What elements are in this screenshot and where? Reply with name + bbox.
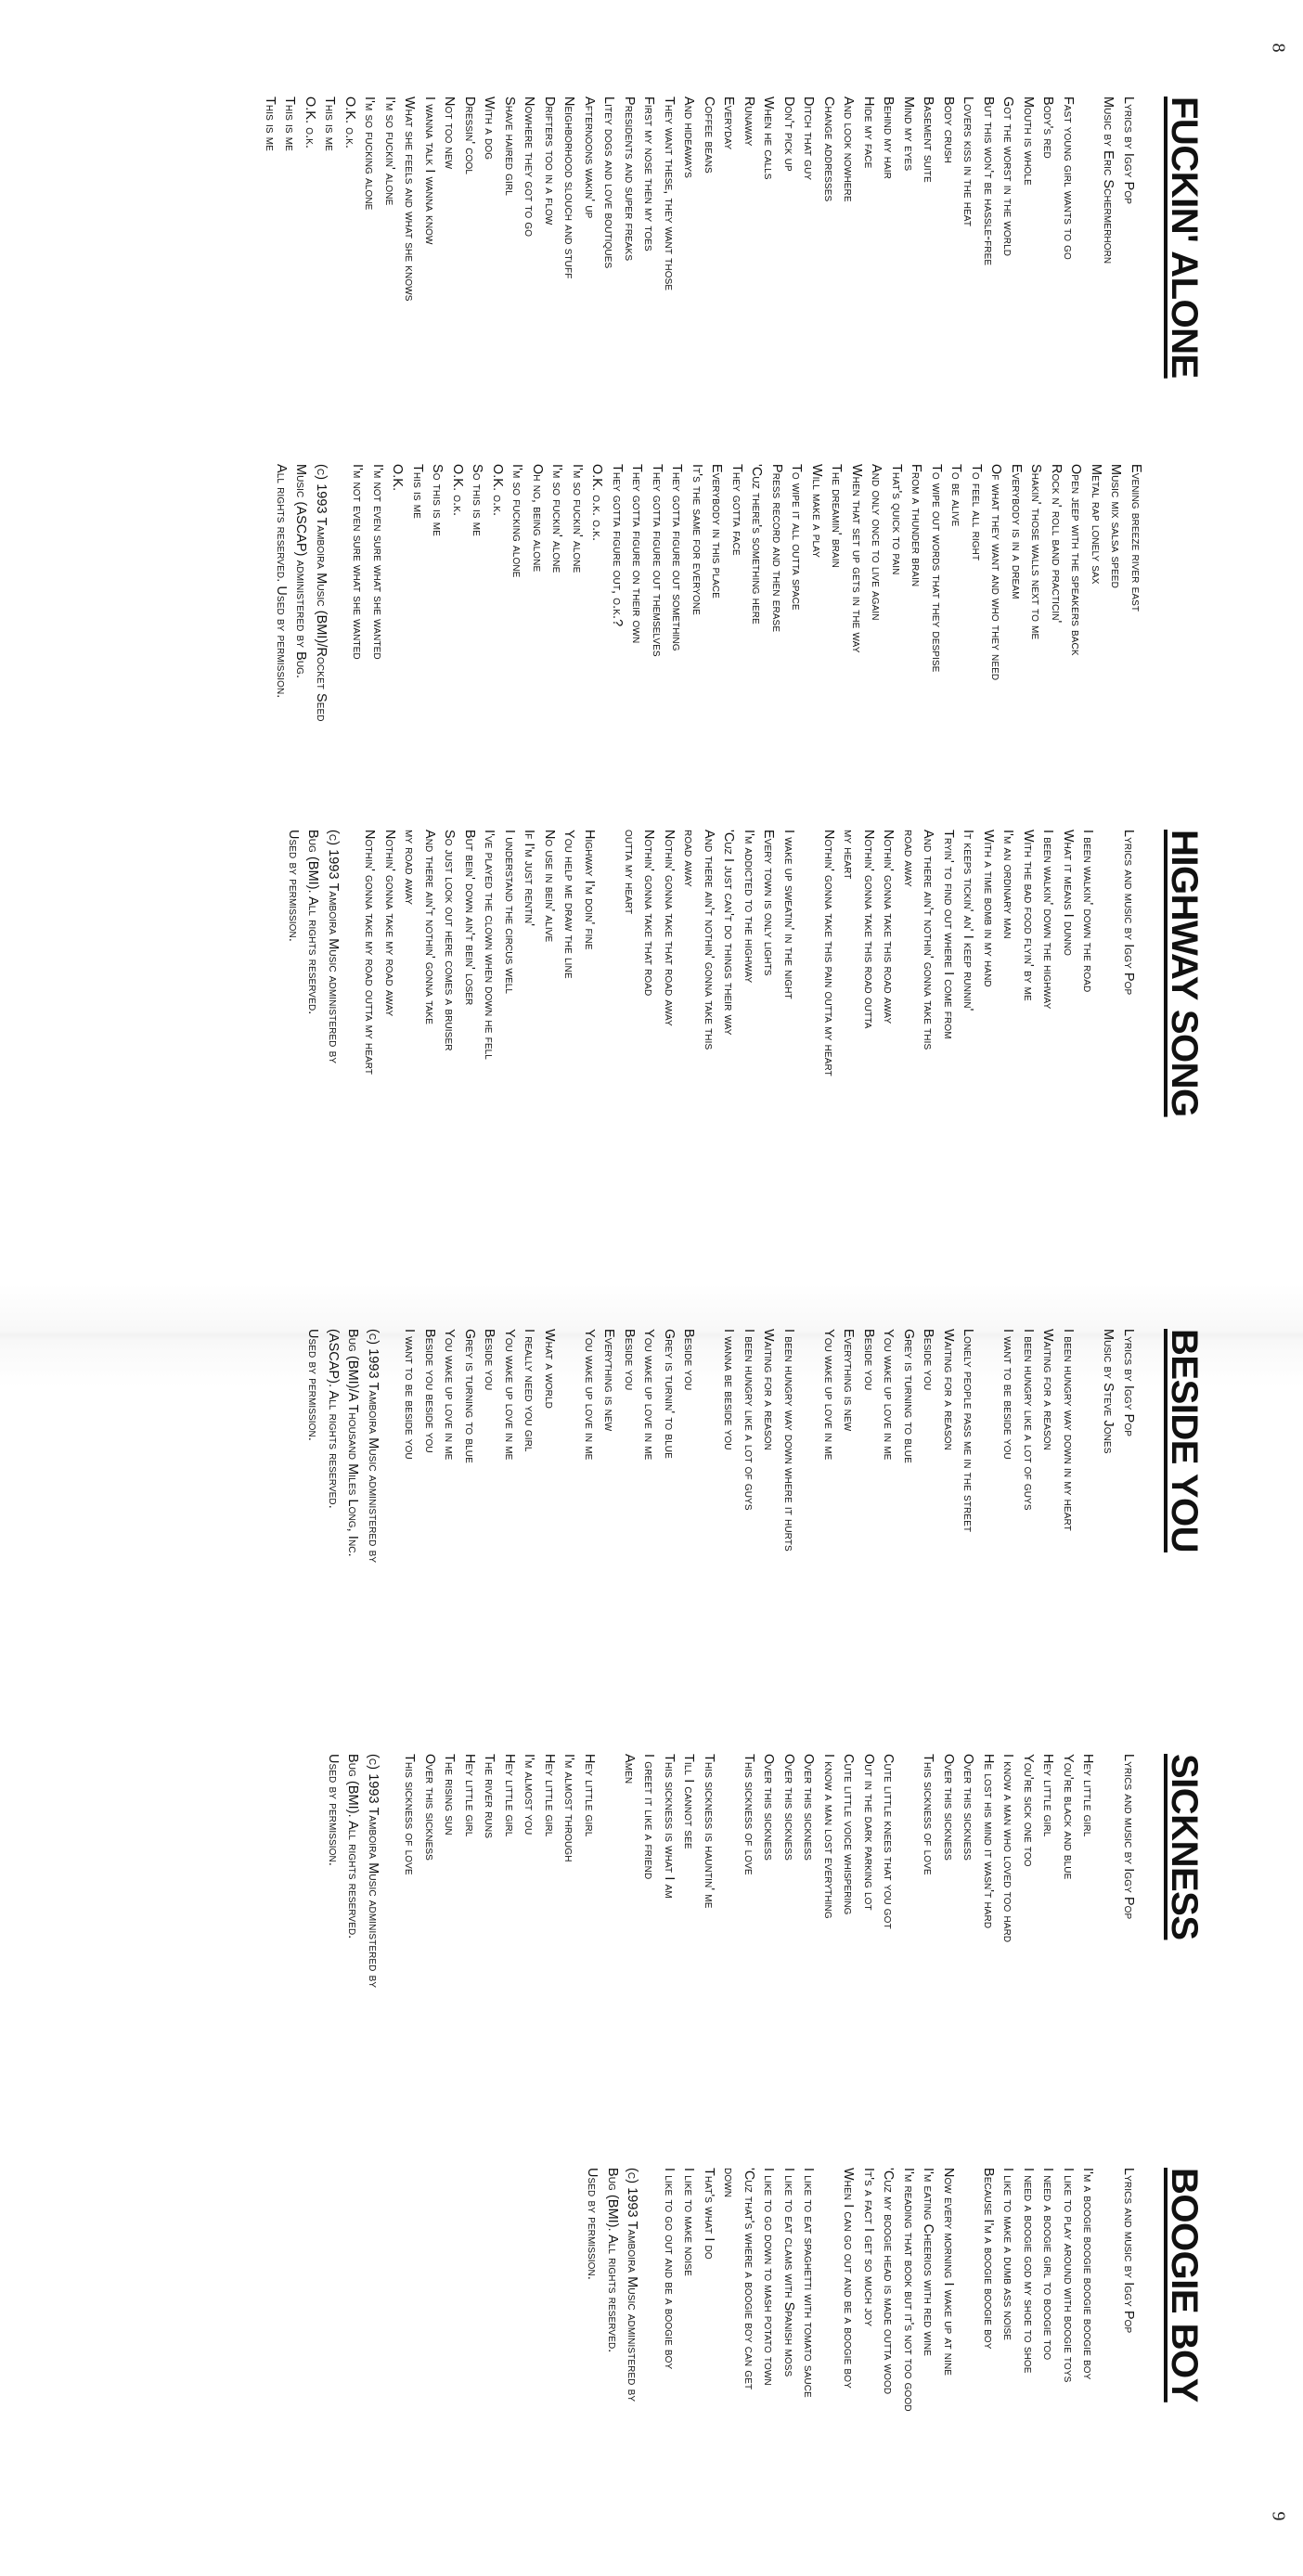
stanza-break	[798, 830, 819, 1117]
lyric-line: I wanna be beside you	[721, 1329, 737, 1450]
lyric-line: Now every morning I wake up at nine	[941, 2168, 956, 2376]
lyric-line: I've played the clown when down he fell	[482, 830, 497, 1060]
lyric-line: You wake up love in me	[582, 1329, 597, 1461]
lyric-line: I know a man who loved too hard	[1000, 1754, 1016, 1943]
copyright-line: Bug (BMI)/A Thousand Miles Long, Inc.	[345, 1329, 361, 1557]
song-highway-song	[283, 830, 1207, 1117]
copyright-line: (c) 1993 Tamboira Music administered by	[366, 1754, 381, 1989]
lyric-line: And only once to live again	[869, 464, 884, 621]
lyric-line: To wipe out words that they despise	[929, 464, 944, 673]
song-title: SICKNESS	[1164, 1754, 1205, 1940]
lyric-line: So this is me	[470, 464, 485, 536]
lyric-line: Music mix salsa speed	[1108, 464, 1124, 588]
lyric-line: They want these, they want those	[662, 97, 677, 291]
lyric-line: Runaway	[742, 97, 756, 147]
lyric-line: Out in the dark parking lot	[861, 1754, 876, 1911]
copyright-notice	[582, 2168, 642, 2412]
lyric-line: Hey little girl	[542, 1754, 557, 1837]
lyric-line: road away	[901, 830, 916, 887]
stanza-break	[599, 830, 619, 1117]
lyric-line: Afternoons wakin' up	[582, 97, 597, 219]
lyric-line: I'm not even sure what she wanted	[370, 464, 385, 660]
lyrics-column	[399, 1754, 1098, 1988]
lyric-line: my heart	[841, 830, 857, 880]
lyric-line: Body crush	[941, 97, 956, 163]
lyric-line: Waiting for a reason	[941, 1329, 956, 1450]
page-number-right: 9	[1268, 2511, 1289, 2521]
lyric-line: And there ain't nothin' gonna take this	[921, 830, 936, 1050]
lyric-line: I been hungry way down in my heart	[1061, 1329, 1076, 1531]
lyric-line: Rock n' roll band practicin'	[1049, 464, 1064, 624]
stanza-break	[599, 1754, 619, 1988]
lyric-line: The river runs	[482, 1754, 497, 1838]
lyric-line: And hideaways	[681, 97, 697, 178]
lyric-line: Hey little girl	[1040, 1754, 1056, 1837]
lyric-line: To wipe it all outta space	[789, 464, 805, 611]
copyright-notice	[283, 830, 343, 1117]
lyric-line: I like to eat clams with Spanish moss	[781, 2168, 796, 2377]
song-title: BESIDE YOU	[1164, 1329, 1205, 1552]
stanza-break	[978, 1329, 999, 1563]
lyric-line: Neighborhood slouch and stuff	[561, 97, 577, 279]
credit-line: Lyrics and music by Iggy Pop	[1121, 2168, 1136, 2334]
lyric-line: Will make a play	[809, 464, 824, 558]
lyric-line: O.K. o.k.	[303, 97, 317, 149]
lyric-line: It keeps tickin' an' I keep runnin'	[961, 830, 976, 1011]
stanza-break	[699, 1329, 719, 1563]
lyric-line: Press record and then erase	[769, 464, 784, 633]
lyric-line: Change addresses	[821, 97, 836, 202]
lyric-line: But this won't be hassle-free	[981, 97, 996, 266]
lyric-line: Body's red	[1040, 97, 1056, 159]
copyright-notice	[271, 464, 331, 722]
lyric-line: Litey dogs and love boutiques	[601, 97, 617, 269]
lyric-line: You wake up love in me	[821, 1329, 836, 1461]
lyric-line: Nothin' gonna take my road away	[382, 830, 397, 1017]
lyric-line: Not too new	[442, 97, 458, 170]
lyric-line: You wake up love in me	[881, 1329, 897, 1461]
lyric-line: When that set up gets in the way	[849, 464, 864, 653]
lyric-line: Hide my face	[861, 97, 876, 169]
lyric-line: Dressin' cool	[462, 97, 477, 175]
lyric-line: Drifters too in a flow	[542, 97, 557, 225]
lyric-line: O.K. o.k.	[450, 464, 465, 517]
lyric-line: I want to be beside you	[402, 1329, 418, 1460]
credit-line: Lyrics by Iggy Pop	[1121, 1329, 1136, 1436]
copyright-line: (c) 1993 Tamboira Music administered by	[326, 830, 341, 1064]
lyric-line: They gotta figure out something	[669, 464, 685, 651]
lyric-line: outta my heart	[622, 830, 637, 915]
lyric-line: Grey is turning to blue	[901, 1329, 916, 1463]
lyric-line: O.K.	[390, 464, 406, 492]
lyric-line: down	[721, 2168, 737, 2198]
lyric-line: If I'm just rentin'	[522, 830, 537, 927]
copyright-line: Used by permission.	[326, 1754, 341, 1866]
lyric-line: I'm a boogie boogie boogie boogie boy	[1080, 2168, 1096, 2380]
lyric-line: Nothin' gonna take that road	[641, 830, 657, 997]
lyric-line: I'm so fuckin' alone	[570, 464, 585, 573]
lyric-line: Highway I'm doin' fine	[582, 830, 597, 950]
credit-line: Music by Steve Jones	[1101, 1329, 1116, 1454]
lyric-line: Everything is new	[841, 1329, 857, 1432]
lyric-line: Over this sickness	[941, 1754, 956, 1861]
copyright-notice	[303, 1329, 382, 1563]
lyric-line: Nothin' gonna take my road outta my heart	[362, 830, 378, 1075]
lyric-line: Beside you	[681, 1329, 697, 1391]
lyric-line: I need a boogie girl to boogie too	[1040, 2168, 1056, 2361]
lyric-line: I wake up sweatin' in the night	[781, 830, 796, 999]
lyric-line: With a time bomb in my hand	[981, 830, 996, 987]
lyric-line: Nothin' gonna take this pain outta my heart	[821, 830, 836, 1076]
copyright-line: Used by permission.	[286, 830, 301, 942]
lyric-line: O.K. o.k.	[342, 97, 357, 149]
lyric-line: Metal rap lonely sax	[1089, 464, 1103, 585]
lyric-line: I'm so fuckin' alone	[382, 97, 397, 206]
lyric-line: To feel all right	[969, 464, 984, 561]
lyric-line: Lonely people pass me in the street	[961, 1329, 976, 1533]
lyric-line: Shave haired girl	[502, 97, 517, 196]
lyric-line: Grey is turning to blue	[462, 1329, 477, 1463]
lyric-line: Amen	[622, 1754, 637, 1784]
lyric-line: I know a man lost everything	[821, 1754, 836, 1919]
stanza-break	[819, 2168, 839, 2412]
copyright-notice	[323, 1754, 383, 1988]
lyrics-column	[659, 2168, 1098, 2412]
lyric-line: So just look out here comes a bruiser	[442, 830, 458, 1051]
lyric-line: Nothin' gonna take this road away	[881, 830, 897, 1024]
lyric-line: Every town is only lights	[761, 830, 777, 976]
lyric-line: Waiting for a reason	[761, 1329, 777, 1450]
song-boogie-boy	[582, 2168, 1206, 2412]
lyric-line: Mind my eyes	[901, 97, 916, 172]
lyric-line: Everything is new	[601, 1329, 617, 1432]
lyric-line: And there ain't nothin' gonna take this	[702, 830, 716, 1050]
lyric-line: Hey little girl	[502, 1754, 517, 1837]
lyric-line: This is me	[410, 464, 425, 519]
lyric-line: And look nowhere	[841, 97, 857, 202]
song-title: HIGHWAY SONG	[1164, 830, 1205, 1117]
lyric-line: This sickness is hauntin' me	[702, 1754, 716, 1909]
lyric-line: What she feels and what she knows	[402, 97, 418, 302]
lyrics-column	[359, 830, 1098, 1117]
song-fuckin-alone-continued	[271, 464, 1146, 722]
lyric-line: Behind my hair	[881, 97, 897, 179]
lyric-line: Mouth is whole	[1021, 97, 1036, 186]
lyric-line: You wake up love in me	[442, 1329, 458, 1461]
lyric-line: Grey is turnin' to blue	[662, 1329, 677, 1459]
lyric-line: I'm reading that book but it's not too good	[901, 2168, 916, 2412]
lyric-line: I like to eat spaghetti with tomato sauce	[801, 2168, 817, 2398]
lyric-line: Over this sickness	[961, 1754, 976, 1861]
lyric-line: I want to be beside you	[1000, 1329, 1016, 1460]
lyric-line: What it means I dunno	[1061, 830, 1076, 957]
lyric-line: I been hungry like a lot of guys	[742, 1329, 756, 1511]
song-fuckin-alone	[260, 97, 1207, 379]
lyric-line: This sickness of love	[402, 1754, 418, 1875]
lyric-line: Over this sickness	[781, 1754, 796, 1861]
lyric-line: I understand the circus well	[502, 830, 517, 995]
lyric-line: Oh no, being alone	[530, 464, 545, 573]
lyric-line: 'Cuz there's something here	[749, 464, 765, 625]
lyric-line: I'm an ordinary man	[1000, 830, 1016, 939]
copyright-line: (c) 1993 Tamboira Music (BMI)/Rocket Seed	[314, 464, 329, 722]
lyric-line: I'm so fucking alone	[510, 464, 525, 578]
lyric-line: Don't pick up	[781, 97, 796, 172]
lyric-line: The dreamin' brain	[829, 464, 845, 568]
lyric-line: Waiting for a reason	[1040, 1329, 1056, 1450]
lyric-line: And there ain't nothin' gonna take	[422, 830, 437, 1024]
lyric-line: Nowhere they got to go	[522, 97, 537, 238]
lyric-line: You're black and blue	[1061, 1754, 1076, 1880]
lyric-line: He lost his mind it wasn't hard	[981, 1754, 996, 1929]
copyright-line: Music (ASCAP) administered by Bug.	[293, 464, 309, 679]
lyric-line: 'Cuz my boogie head is made outta wood	[881, 2168, 897, 2395]
lyric-line: Ditch that guy	[801, 97, 817, 181]
lyrics-column	[399, 1329, 1077, 1563]
lyric-line: I like to make a dumb ass noise	[1000, 2168, 1016, 2341]
copyright-line: Bug (BMI). All rights reserved.	[305, 830, 321, 1015]
lyric-line: Open jeep with the speakers back	[1068, 464, 1084, 656]
stanza-break	[898, 1754, 919, 1988]
lyric-line: No use in bein' alive	[542, 830, 557, 943]
lyric-line: This sickness is what I am	[662, 1754, 677, 1899]
credit-line: Lyrics by Iggy Pop	[1121, 97, 1136, 204]
lyric-line: Got the worst in the world	[1000, 97, 1016, 257]
lyric-line: 'Cuz that's where a boogie boy can get	[742, 2168, 756, 2390]
lyric-line: They gotta figure out themselves	[650, 464, 664, 657]
lyric-line: Everybody in this place	[709, 464, 725, 599]
lyric-line: That's quick to pain	[889, 464, 904, 575]
lyric-line: road away	[681, 830, 697, 887]
lyric-line: They gotta face	[729, 464, 744, 556]
copyright-line: (c) 1993 Tamboira Music administered by	[625, 2168, 640, 2402]
copyright-line: Used by permission.	[305, 1329, 321, 1441]
lyric-line: I been hungry like a lot of guys	[1021, 1329, 1036, 1511]
lyric-line: Beside you	[482, 1329, 497, 1391]
lyric-line: my road away	[402, 830, 418, 906]
song-credits	[1098, 97, 1138, 379]
lyric-line: I been hungry way down where it hurts	[781, 1329, 796, 1552]
lyric-line: That's what I do	[702, 2168, 716, 2260]
lyric-line: Everyday	[721, 97, 737, 150]
lyric-line: It's the same for everyone	[690, 464, 704, 615]
lyric-line: Over this sickness	[761, 1754, 777, 1861]
lyric-line: I'm eating Cheerios with red wine	[921, 2168, 936, 2357]
lyric-line: To be alive	[948, 464, 964, 527]
lyric-line: With the bad food flyin' by me	[1021, 830, 1036, 1001]
lyric-line: I wanna talk I wanna know	[422, 97, 437, 245]
lyric-line: I'm so fucking alone	[362, 97, 378, 211]
lyric-line: Shakin' those walls next to me	[1028, 464, 1044, 640]
lyrics-column	[260, 97, 1078, 379]
lyric-line: They gotta figure out, o.k.?	[610, 464, 625, 627]
lyric-line: I really need you girl	[522, 1329, 537, 1452]
lyric-line: Basement suite	[921, 97, 936, 183]
song-credits	[1118, 1754, 1139, 1988]
lyric-line: But bein' down ain't bein' loser	[462, 830, 477, 1006]
lyric-line: Beside you	[622, 1329, 637, 1391]
lyric-line: You wake up love in me	[641, 1329, 657, 1461]
lyrics-column	[347, 464, 1145, 722]
copyright-line: (ASCAP). All rights reserved.	[326, 1329, 341, 1509]
song-beside-you	[303, 1329, 1206, 1563]
lyric-line: Because I'm a boogie boogie boy	[981, 2168, 996, 2350]
lyric-line: Everybody is in a dream	[1009, 464, 1024, 599]
lyric-line: I been walkin' down the highway	[1040, 830, 1056, 1010]
lyric-line: I'm almost you	[522, 1754, 537, 1835]
lyric-line: It's a fact I get so much joy	[861, 2168, 876, 2327]
lyric-line: Nothin' gonna take that road away	[662, 830, 677, 1026]
lyric-line: I'm addicted to the highway	[742, 830, 756, 984]
lyric-line: What a world	[542, 1329, 557, 1409]
lyric-line: Over this sickness	[422, 1754, 437, 1861]
lyric-line: Till I cannot see	[681, 1754, 697, 1849]
copyright-line: All rights reserved. Used by permission.	[274, 464, 289, 699]
song-title: BOOGIE BOY	[1164, 2168, 1205, 2402]
lyric-line: I greet it like a friend	[641, 1754, 657, 1880]
lyric-line: When I can go out and be a boogie boy	[841, 2168, 857, 2389]
lyric-line: Of what they want and who they need	[988, 464, 1004, 681]
lyric-line: Coffee beans	[702, 97, 716, 174]
lyric-line: O.K. o.k. o.k.	[589, 464, 605, 542]
lyric-line: Beside you	[861, 1329, 876, 1391]
song-title: FUCKIN' ALONE	[1164, 97, 1205, 379]
lyric-line: Beside you	[921, 1329, 936, 1391]
song-credits	[1098, 1329, 1138, 1563]
lyric-line: You're sick one too	[1021, 1754, 1036, 1867]
copyright-line: Bug (BMI). All rights reserved.	[345, 1754, 361, 1939]
lyric-line: I need a boogie god my shoe to shoe	[1021, 2168, 1036, 2374]
credit-line: Music by Eric Schermerhorn	[1101, 97, 1116, 264]
lyric-line: O.K. o.k.	[490, 464, 505, 517]
lyric-line: The rising sun	[442, 1754, 458, 1835]
stanza-break	[798, 1329, 819, 1563]
lyric-line: You help me draw the line	[561, 830, 577, 979]
lyric-line: Over this sickness	[801, 1754, 817, 1861]
lyric-line: This is me	[282, 97, 298, 151]
lyric-line: You wake up love in me	[502, 1329, 517, 1461]
lyric-line: Hey little girl	[462, 1754, 477, 1837]
copyright-line: Used by permission.	[585, 2168, 600, 2280]
lyric-line: First my nose then my toes	[641, 97, 657, 251]
song-sickness	[323, 1754, 1207, 1988]
lyric-line: Evening breeze river east	[1129, 464, 1143, 612]
lyric-line: Nothin' gonna take this road outta	[861, 830, 876, 1029]
lyric-line: Hey little girl	[582, 1754, 597, 1837]
lyric-line: This sickness of love	[921, 1754, 936, 1875]
page-number-left: 8	[1268, 43, 1289, 53]
lyric-line: I been walkin' down the road	[1080, 830, 1096, 993]
lyric-line: Cute little knees that you got	[881, 1754, 897, 1929]
lyric-line: Tryin' to find out where I come from	[941, 830, 956, 1039]
lyric-line: Hey little girl	[1080, 1754, 1096, 1837]
lyric-line: I like to make noise	[681, 2168, 697, 2276]
lyric-line: Lovers kiss in the heat	[961, 97, 976, 227]
lyric-line: This is me	[263, 97, 277, 151]
lyric-line: I like to play around with boogie toys	[1061, 2168, 1076, 2383]
lyric-line: They gotta figure on their own	[629, 464, 645, 644]
song-credits	[1118, 830, 1139, 1117]
lyric-line: I like to go out and be a boogie boy	[662, 2168, 677, 2370]
lyric-line: I'm almost through	[561, 1754, 577, 1862]
lyric-line: I'm so fuckin' alone	[549, 464, 565, 573]
stanza-break	[718, 1754, 739, 1988]
copyright-line: Bug (BMI). All rights reserved.	[605, 2168, 620, 2353]
lyric-line: 'Cuz I just can't do things their way	[721, 830, 737, 1036]
lyric-line: Presidents and super freaks	[622, 97, 637, 262]
stanza-break	[958, 2168, 978, 2412]
lyric-line: So this is me	[430, 464, 445, 536]
song-credits	[1118, 2168, 1139, 2412]
lyric-line: When he calls	[761, 97, 777, 180]
lyric-line: I'm not even sure what she wanted	[350, 464, 366, 660]
copyright-line: (c) 1993 Tamboira Music administered by	[366, 1329, 381, 1564]
lyric-line: Cute little voice whispering	[841, 1754, 857, 1915]
lyric-line: Beside you beside you	[422, 1329, 437, 1453]
lyric-line: Fast young girl wants to go	[1061, 97, 1076, 260]
lyric-line: With a dog	[482, 97, 497, 161]
lyric-line: From a thunder brain	[909, 464, 924, 587]
stanza-break	[559, 1329, 579, 1563]
credit-line: Lyrics and music by Iggy Pop	[1121, 1754, 1136, 1920]
lyric-line: I like to go down to mash potato town	[761, 2168, 777, 2386]
credit-line: Lyrics and music by Iggy Pop	[1121, 830, 1136, 996]
lyric-line: This is me	[322, 97, 338, 151]
lyric-line: This sickness of love	[742, 1754, 756, 1875]
